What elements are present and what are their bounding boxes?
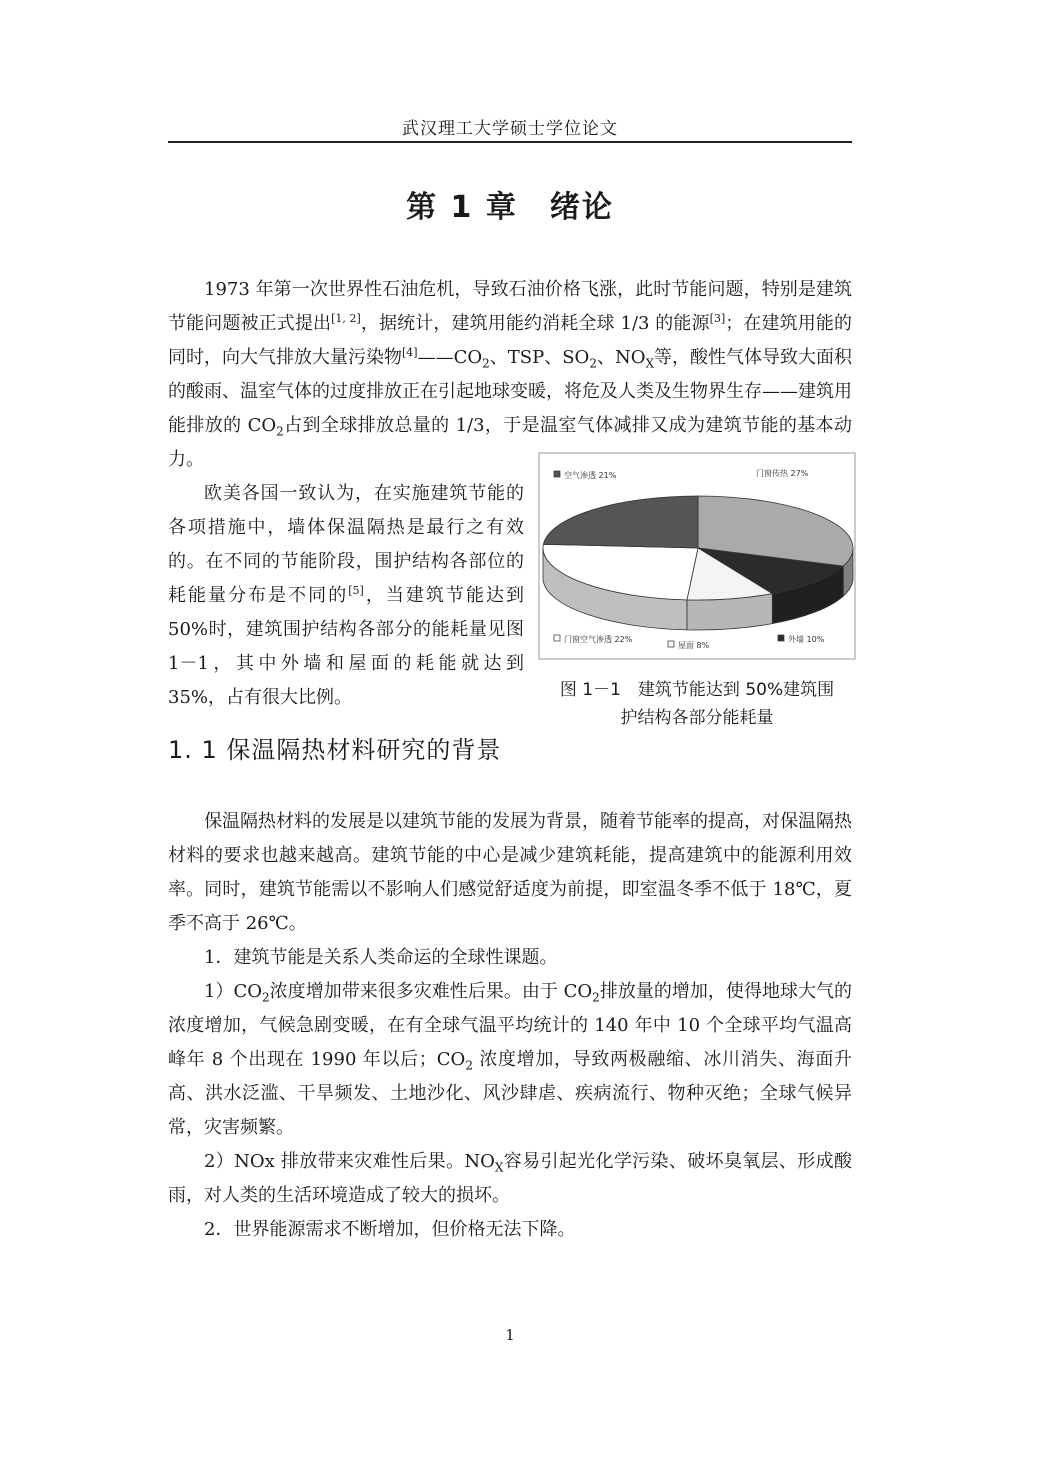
list-item: 1．建筑节能是关系人类命运的全球性课题。 (204, 947, 558, 968)
list-item: 2．世界能源需求不断增加，但价格无法下降。 (204, 1219, 576, 1240)
legend-swatch (668, 641, 674, 647)
pie-label: 屋面 8% (678, 641, 710, 650)
pie-label: 门窗空气渗透 22% (564, 635, 633, 644)
pie-slice (543, 496, 698, 548)
intro-paragraph: 1973 年第一次世界性石油危机，导致石油价格飞涨，此时节能问题，特别是建筑节能问题被正式提出[1, 2]，据统计，建筑用能约消耗全球 1/3 的能源[3]；在建筑用能的同时，向大气排放大量污染物$[4]——CO_2$、TSP、$SO_2$、$NO_X$等，酸性气体导致大面积的酸雨、温室气体的过度排放正在引起地球变暖，将危及人类及生物界生存——建筑用能排放的 $CO_2$占到全球排放总量的 1/3，于是温室气体减排又成为建筑节能的基本动力。 (168, 279, 853, 470)
section-title: 1. 1 保温隔热材料研究的背景 (168, 736, 502, 764)
europe-paragraph: 欧美各国一致认为，在实施建筑节能的各项措施中，墙体保温隔热是最行之有效的。在不同的节能阶段，围护结构各部位的耗能量分布是不同的[5]，当建筑节能达到 50%时，建筑围护结构各部分的能耗量见图 1－1，其中外墙和屋面的耗能就达到 35%，占有很大比例。 (168, 483, 525, 708)
page-number: 1 (505, 1326, 515, 1344)
page-header: 武汉理工大学硕士学位论文 (402, 119, 618, 139)
background-paragraph: 保温隔热材料的发展是以建筑节能的发展为背景，随着节能率的提高，对保温隔热材料的要求也越来越高。建筑节能的中心是减少建筑耗能，提高建筑中的能源利用效率。同时，建筑节能需以不影响人们感觉舒适度为前提，即室温冬季不低于 18℃，夏季不高于 26℃。 (168, 811, 852, 934)
list-item: 2）NOx 排放带来灾难性后果。$NO_X$容易引起光化学污染、破坏臭氧层、形成酸雨，对人类的生活环境造成了较大的损坏。 (168, 1151, 853, 1206)
chapter-title: 第 1 章 绪论 (406, 190, 614, 225)
figure-caption (538, 676, 856, 732)
header-rule (168, 141, 852, 143)
pie-label: 空气渗透 21% (564, 471, 617, 480)
list-item: $1)CO_2$浓度增加带来很多灾难性后果。由于 $CO_2$排放量的增加，使得地球大气的浓度增加，气候急剧变暖，在有全球气温平均统计的 140 年中 10 个全球平均气温高峰年 8 个出现在 1990 年以后；$CO_2$ 浓度增加，导致两极融缩、冰川消失、海面升高、洪水泛滥、干旱频发、土地沙化、风沙肆虐、疾病流行、物种灭绝；全球气候异常，灾害频繁。 (168, 981, 853, 1138)
figure-caption-line-1: 图 1－1 建筑节能达到 50%建筑围 (559, 680, 835, 700)
pie-chart (538, 452, 856, 660)
pie-label: 外墙 10% (788, 635, 825, 644)
legend-swatch (554, 471, 560, 477)
pie-label: 门窗传热 27% (756, 469, 809, 478)
energy-pie-figure (538, 452, 856, 660)
figure-caption-line-2: 护结构各部分能耗量 (620, 708, 774, 728)
legend-swatch (554, 635, 560, 641)
legend-swatch (778, 635, 784, 641)
